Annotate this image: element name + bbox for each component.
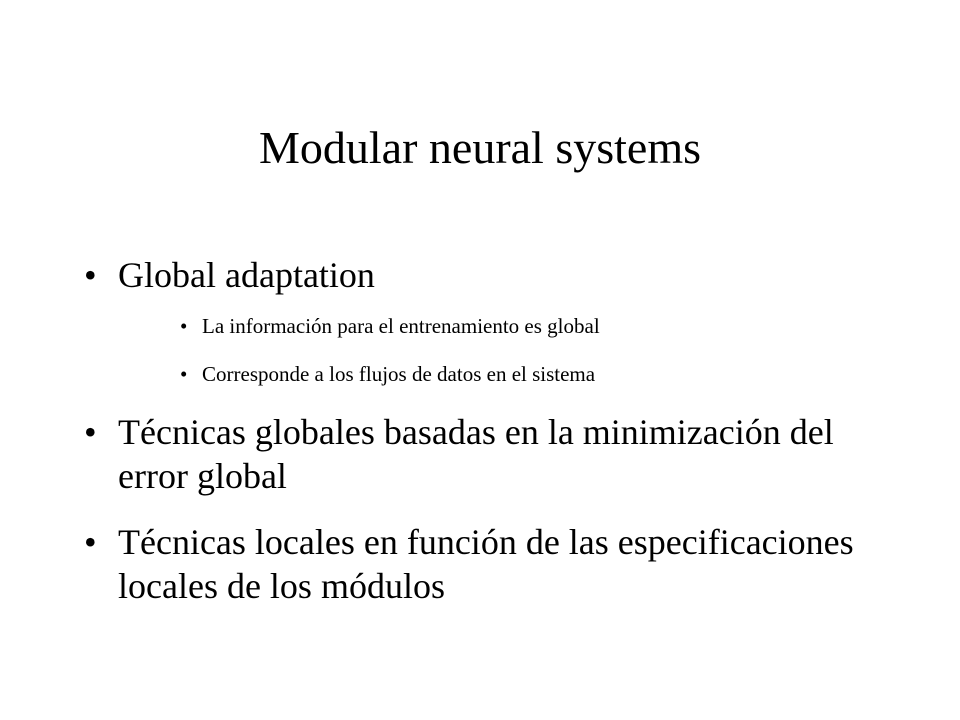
bullet-item-tecnicas-locales (84, 520, 884, 608)
bullet-item-global-adaptation (84, 253, 884, 297)
bullet-icon: • (180, 362, 188, 386)
sub-bullet-item-flujos (180, 360, 880, 388)
slide-title: Modular neural systems (258, 122, 702, 173)
bullet-icon: • (180, 314, 188, 338)
bullet-text: Global adaptation (118, 255, 375, 295)
bullet-icon: • (84, 255, 97, 295)
bullet-icon: • (84, 412, 97, 452)
bullet-text: Técnicas globales basadas en la minimización del error global (118, 412, 834, 496)
bullet-item-tecnicas-globales (84, 410, 884, 498)
bullet-icon: • (84, 522, 97, 562)
sub-bullet-text: Corresponde a los flujos de datos en el sistema (202, 362, 596, 386)
bullet-text: Técnicas locales en función de las especificaciones locales de los módulos (118, 522, 854, 606)
sub-bullet-text: La información para el entrenamiento es global (202, 314, 600, 338)
sub-bullet-item-informacion (180, 312, 880, 340)
